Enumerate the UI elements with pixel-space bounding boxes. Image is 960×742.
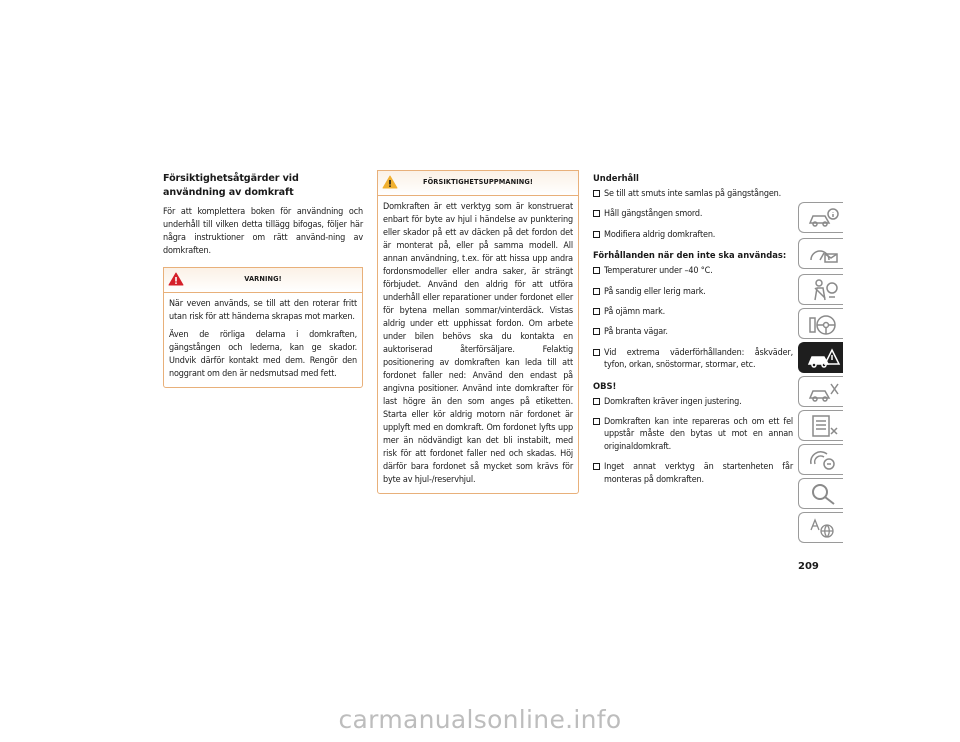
warning-box bbox=[163, 267, 363, 388]
checkbox-bullet-icon bbox=[593, 231, 600, 238]
checkbox-bullet-icon bbox=[593, 463, 600, 470]
car-info-icon bbox=[807, 206, 841, 230]
warning-paragraph: Även de rörliga delarna i domkraften, gängstången och lederna, kan ge skador. Undvik därför kontakt med dem. Rengör den noggrant om den är nedsmutsad med fett. bbox=[169, 330, 357, 379]
warning-title: VARNING! bbox=[244, 275, 282, 283]
warning-paragraph: När veven används, se till att den roterar fritt utan risk för att händerna skrapas mot marken. bbox=[169, 299, 357, 322]
list-item: På sandig eller lerig mark. bbox=[593, 286, 793, 298]
side-tab-languages[interactable] bbox=[798, 512, 843, 543]
list-item: Modifiera aldrig domkraften. bbox=[593, 229, 793, 241]
side-tab-emergency[interactable] bbox=[798, 342, 843, 373]
side-tab-multimedia[interactable] bbox=[798, 444, 843, 475]
list-item: Domkraften kan inte repareras och om ett fel uppstår måste den bytas ut mot en annan originaldomkraft. bbox=[593, 416, 793, 453]
list-item: Se till att smuts inte samlas på gängstången. bbox=[593, 188, 793, 200]
side-tab-dashboard[interactable] bbox=[798, 238, 843, 269]
caution-box bbox=[377, 170, 579, 494]
checkbox-bullet-icon bbox=[593, 308, 600, 315]
side-tab-specifications[interactable] bbox=[798, 410, 843, 441]
multimedia-icon bbox=[807, 448, 841, 472]
side-tab-safety[interactable] bbox=[798, 274, 843, 305]
watermark: carmanualsonline.info bbox=[338, 705, 622, 734]
caution-box-header bbox=[378, 171, 578, 196]
warning-body bbox=[164, 293, 362, 387]
index-search-icon bbox=[807, 482, 841, 506]
list-item: På ojämn mark. bbox=[593, 306, 793, 318]
checkbox-bullet-icon bbox=[593, 328, 600, 335]
list-item: Inget annat verktyg än startenheten får monteras på domkraften. bbox=[593, 461, 793, 486]
side-tab-driving[interactable] bbox=[798, 308, 843, 339]
list-item: Vid extrema väderförhållanden: åskväder, tyfon, orkan, snöstormar, stormar, etc. bbox=[593, 347, 793, 372]
checkbox-bullet-icon bbox=[593, 190, 600, 197]
checkbox-bullet-icon bbox=[593, 349, 600, 356]
right-column bbox=[593, 172, 793, 494]
maintenance-heading: Underhåll bbox=[593, 173, 639, 183]
side-tab-index[interactable] bbox=[798, 478, 843, 509]
conditions-heading: Förhållanden när den inte ska användas: bbox=[593, 250, 787, 261]
list-item: Temperaturer under –40 °C. bbox=[593, 265, 793, 277]
side-tab-service[interactable] bbox=[798, 376, 843, 407]
caution-paragraph: Domkraften är ett verktyg som är konstruerat enbart för byte av hjul i händelse av punktering eller skador på ett av däcken på det fordon det är monterat på, eller på samma modell. All annan användning, t.ex. för att hissa upp andra fordonsmodeller eller andra saker, är strängt förbjudet. Använd den aldrig för att utföra underhåll eller reparationer under fordonet eller för bytena mellan sommar/vinterdäck. Vistas aldrig under ett upphissat fordon. Om arbete under bilen behövs ska du kontakta en auktoriserad återförsäljare. Felaktig positionering av domkraften kan leda till att fordonet faller ned: Använd den endast på angivna positioner. Använd inte domkrafter för last högre än den som anges på etiketten. Starta eller kör aldrig motorn när fordonet är upplyft med en domkraft. Om fordonet lyfts upp mer än nödvändigt kan det bli instabilt, med risk för att fordonet faller ned och skadas. Höj därför bara fordonet så mycket som krävs för byte av hjul-/reservhjul. bbox=[383, 202, 573, 485]
page-number: 209 bbox=[798, 561, 819, 572]
checkbox-bullet-icon bbox=[593, 288, 600, 295]
seatbelt-airbag-icon bbox=[807, 278, 841, 302]
caution-title: FÖRSIKTIGHETSUPPMANING! bbox=[422, 178, 534, 186]
dashboard-warning-icon bbox=[807, 242, 841, 266]
steering-wheel-icon bbox=[807, 312, 841, 336]
checkbox-bullet-icon bbox=[593, 418, 600, 425]
side-tab-car-info[interactable] bbox=[798, 202, 843, 233]
car-breakdown-icon bbox=[807, 346, 841, 370]
checkbox-bullet-icon bbox=[593, 210, 600, 217]
list-item: Håll gängstången smord. bbox=[593, 208, 793, 220]
middle-column bbox=[377, 170, 577, 494]
languages-icon bbox=[807, 516, 841, 540]
warning-box-header bbox=[164, 268, 362, 293]
list-item: Domkraften kräver ingen justering. bbox=[593, 396, 793, 408]
section-heading: Försiktighetsåtgärder vid användning av domkraft bbox=[163, 173, 299, 198]
caution-body bbox=[378, 196, 578, 493]
checkbox-bullet-icon bbox=[593, 398, 600, 405]
checkbox-bullet-icon bbox=[593, 267, 600, 274]
left-column bbox=[163, 172, 363, 388]
car-tools-icon bbox=[807, 380, 841, 404]
intro-paragraph: För att komplettera boken för användning och underhåll till vilken detta tillägg bifogas, följer här några instruktioner om rätt använd-ning av domkraften. bbox=[163, 207, 363, 256]
note-heading: OBS! bbox=[593, 380, 617, 391]
list-item: På branta vägar. bbox=[593, 326, 793, 338]
specifications-list-icon bbox=[807, 414, 841, 438]
